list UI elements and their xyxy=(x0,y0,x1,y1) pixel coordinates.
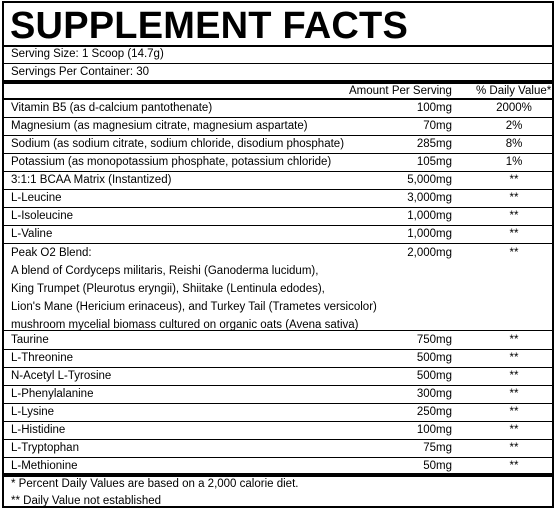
ingredient-name: L-Lysine xyxy=(11,406,55,418)
ingredient-daily-value: 2% xyxy=(505,120,523,132)
ingredient-name: L-Tryptophan xyxy=(11,442,79,454)
servings-per-container: Servings Per Container: 30 xyxy=(11,66,150,78)
panel-title: SUPPLEMENT FACTS xyxy=(10,5,409,47)
ingredient-daily-value: ** xyxy=(509,210,519,222)
ingredient-name: Sodium (as sodium citrate, sodium chloride, disodium phosphate) xyxy=(11,138,345,150)
table-row xyxy=(4,331,552,349)
ingredient-amount: 3,000mg xyxy=(407,192,452,204)
ingredient-name: Vitamin B5 (as d-calcium pantothenate) xyxy=(11,102,213,114)
ingredient-daily-value: ** xyxy=(509,174,519,186)
ingredient-amount: 285mg xyxy=(416,138,452,150)
ingredient-daily-value: ** xyxy=(509,192,519,204)
serving-size: Serving Size: 1 Scoop (14.7g) xyxy=(11,48,164,60)
ingredient-amount: 250mg xyxy=(416,406,452,418)
divider-thick xyxy=(4,80,552,84)
ingredient-amount: 100mg xyxy=(416,102,452,114)
ingredient-amount: 1,000mg xyxy=(407,210,452,222)
blend-description-line: King Trumpet (Pleurotus eryngii), Shiitake (Lentinula edodes), xyxy=(11,283,325,295)
ingredient-amount: 70mg xyxy=(423,120,452,132)
table-row xyxy=(4,207,552,225)
ingredient-amount: 750mg xyxy=(416,334,452,346)
ingredient-name: N-Acetyl L-Tyrosine xyxy=(11,370,112,382)
ingredient-amount: 75mg xyxy=(423,442,452,454)
blend-description-line: Lion's Mane (Hericium erinaceus), and Turkey Tail (Trametes versicolor) xyxy=(11,301,377,313)
ingredient-daily-value: 8% xyxy=(505,138,523,150)
ingredient-amount: 300mg xyxy=(416,388,452,400)
divider xyxy=(4,63,552,64)
table-row xyxy=(4,349,552,367)
ingredient-name: L-Valine xyxy=(11,228,53,240)
blend-amount: 2,000mg xyxy=(407,247,452,259)
ingredient-daily-value: ** xyxy=(509,370,519,382)
table-row xyxy=(4,135,552,153)
ingredient-daily-value: ** xyxy=(509,228,519,240)
table-row xyxy=(4,171,552,189)
table-row xyxy=(4,99,552,117)
ingredient-name: 3:1:1 BCAA Matrix (Instantized) xyxy=(11,174,172,186)
table-row xyxy=(4,117,552,135)
blend-name: Peak O2 Blend: xyxy=(11,247,92,259)
ingredient-name: L-Methionine xyxy=(11,460,78,472)
table-row xyxy=(4,153,552,171)
footnote-percent-dv: * Percent Daily Values are based on a 2,000 calorie diet. xyxy=(11,478,299,490)
footnote-dv-not-established: ** Daily Value not established xyxy=(11,495,162,507)
ingredient-daily-value: ** xyxy=(509,352,519,364)
ingredient-name: L-Threonine xyxy=(11,352,74,364)
blend-description-line: mushroom mycelial biomass cultured on organic oats (Avena sativa) xyxy=(11,319,359,331)
ingredient-daily-value: ** xyxy=(509,442,519,454)
ingredient-name: L-Isoleucine xyxy=(11,210,74,222)
ingredient-name: L-Histidine xyxy=(11,424,66,436)
ingredient-daily-value: 1% xyxy=(505,156,523,168)
column-header-amount: Amount Per Serving xyxy=(349,85,452,97)
ingredient-daily-value: ** xyxy=(509,424,519,436)
ingredient-amount: 5,000mg xyxy=(407,174,452,186)
ingredient-daily-value: ** xyxy=(509,388,519,400)
ingredient-name: Magnesium (as magnesium citrate, magnesium aspartate) xyxy=(11,120,308,132)
table-row xyxy=(4,367,552,385)
ingredient-daily-value: 2000% xyxy=(496,102,532,114)
ingredient-amount: 105mg xyxy=(416,156,452,168)
blend-row xyxy=(4,244,552,330)
table-row xyxy=(4,439,552,457)
ingredient-daily-value: ** xyxy=(509,334,519,346)
supplement-facts-panel xyxy=(2,1,554,508)
column-header-daily-value: % Daily Value* xyxy=(476,85,552,97)
ingredient-amount: 100mg xyxy=(416,424,452,436)
ingredient-daily-value: ** xyxy=(509,460,519,472)
ingredient-amount: 500mg xyxy=(416,352,452,364)
ingredient-name: L-Phenylalanine xyxy=(11,388,94,400)
table-row xyxy=(4,403,552,421)
ingredient-name: Taurine xyxy=(11,334,49,346)
ingredient-daily-value: ** xyxy=(509,406,519,418)
ingredient-amount: 1,000mg xyxy=(407,228,452,240)
blend-daily-value: ** xyxy=(509,247,519,259)
ingredient-name: Potassium (as monopotassium phosphate, potassium chloride) xyxy=(11,156,332,168)
ingredient-amount: 50mg xyxy=(423,460,452,472)
ingredient-amount: 500mg xyxy=(416,370,452,382)
table-row xyxy=(4,225,552,243)
table-row xyxy=(4,189,552,207)
blend-description-line: A blend of Cordyceps militaris, Reishi (Ganoderma lucidum), xyxy=(11,265,319,277)
table-row xyxy=(4,385,552,403)
ingredient-name: L-Leucine xyxy=(11,192,62,204)
table-row xyxy=(4,421,552,439)
